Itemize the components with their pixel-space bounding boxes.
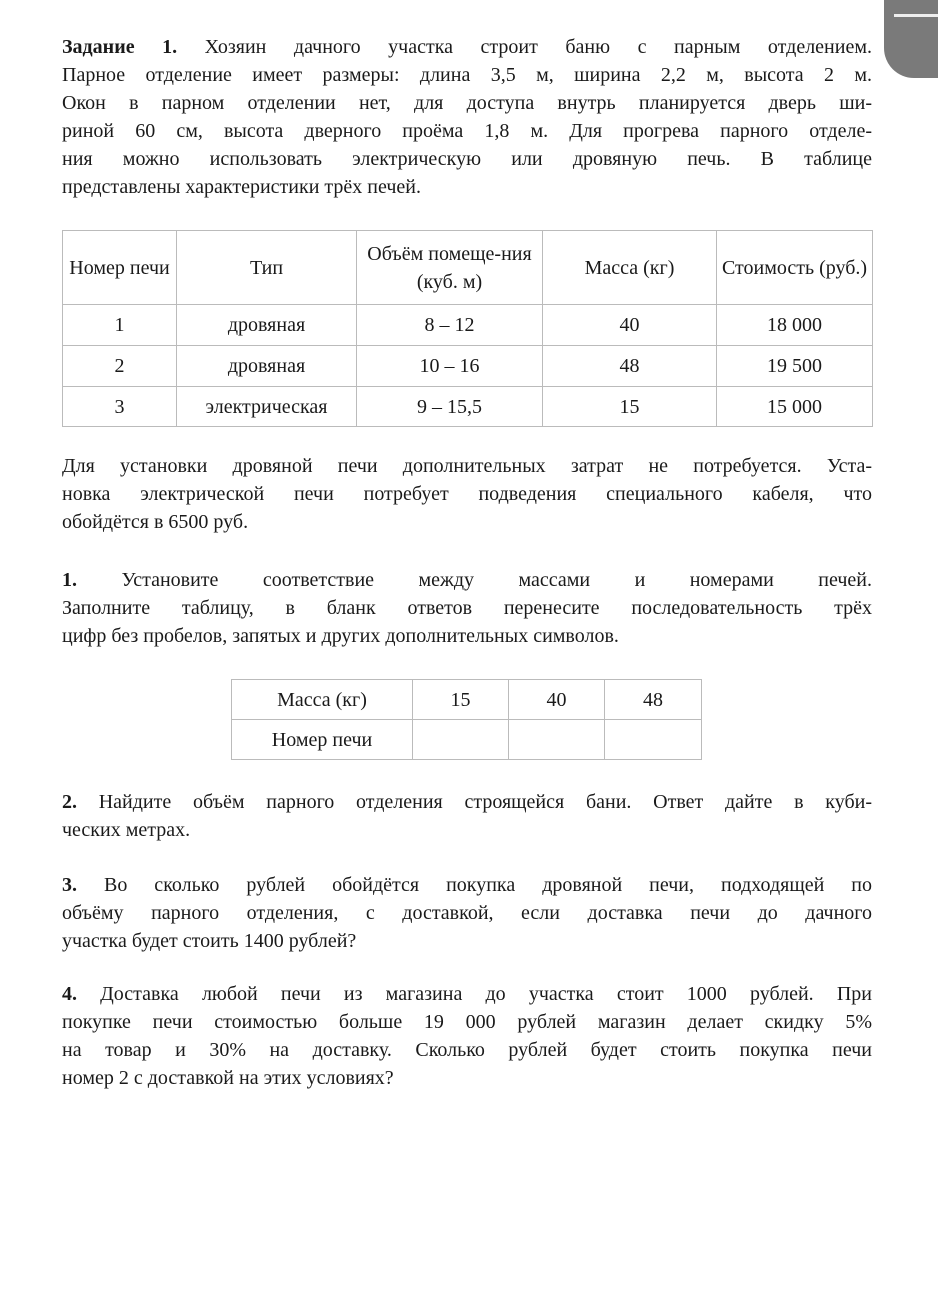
text-line	[62, 173, 872, 201]
answer-cell[interactable]	[605, 720, 702, 760]
line-text: Найдите объём парного отделения строящейся бани. Ответ дайте в куби-	[77, 791, 872, 813]
table-row	[232, 720, 702, 760]
answer-table	[231, 679, 702, 760]
bold-label: 4.	[62, 983, 77, 1005]
text-line	[62, 145, 872, 173]
text-line	[62, 871, 872, 899]
line-text: цифр без пробелов, запятых и других дополнительных символов.	[62, 625, 619, 647]
text-line	[62, 566, 872, 594]
text-line	[62, 980, 872, 1008]
table-row	[63, 387, 873, 427]
cell: 8 – 12	[357, 305, 543, 346]
line-text: представлены характеристики трёх печей.	[62, 176, 421, 198]
line-text: номер 2 с доставкой на этих условиях?	[62, 1067, 394, 1089]
answer-cell[interactable]	[413, 720, 509, 760]
cell: дровяная	[177, 346, 357, 387]
cell: 3	[63, 387, 177, 427]
header-cell: Объём помеще-ния (куб. м)	[357, 231, 543, 305]
stoves-table	[62, 230, 873, 427]
line-text: обойдётся в 6500 руб.	[62, 511, 249, 533]
cell: дровяная	[177, 305, 357, 346]
header-cell: Номер печи	[63, 231, 177, 305]
line-text: покупке печи стоимостью больше 19 000 рублей магазин делает скидку 5%	[62, 1011, 872, 1033]
paragraph-question-3	[62, 871, 872, 955]
paragraph-question-2	[62, 788, 872, 844]
cell: 18 000	[717, 305, 873, 346]
bold-label: 3.	[62, 874, 77, 896]
table-row	[232, 680, 702, 720]
line-text: ческих метрах.	[62, 819, 191, 841]
text-line	[62, 61, 872, 89]
line-text: ния можно использовать электрическую или дровяную печь. В таблице	[62, 148, 872, 170]
cell: 9 – 15,5	[357, 387, 543, 427]
bold-label: Задание 1.	[62, 36, 178, 58]
line-text: Доставка любой печи из магазина до участка стоит 1000 рублей. При	[77, 983, 872, 1005]
cell: Масса (кг)	[232, 680, 413, 720]
answer-cell[interactable]	[509, 720, 605, 760]
menu-icon	[894, 14, 938, 17]
bold-label: 1.	[62, 569, 77, 591]
line-text: Для установки дровяной печи дополнительных затрат не потребуется. Уста-	[62, 455, 872, 477]
text-line	[62, 927, 872, 955]
table-header-row	[63, 231, 873, 305]
cell: 40	[509, 680, 605, 720]
table-row	[63, 305, 873, 346]
header-cell: Тип	[177, 231, 357, 305]
line-text: Во сколько рублей обойдётся покупка дровяной печи, подходящей по	[77, 874, 872, 896]
text-line	[62, 117, 872, 145]
text-line	[62, 594, 872, 622]
text-line	[62, 899, 872, 927]
line-text: Хозяин дачного участка строит баню с парным отделением.	[177, 36, 872, 58]
line-text: объёму парного отделения, с доставкой, если доставка печи до дачного	[62, 902, 872, 924]
line-text: Заполните таблицу, в бланк ответов перенесите последовательность трёх	[62, 597, 872, 619]
header-cell: Стоимость (руб.)	[717, 231, 873, 305]
text-line	[62, 788, 872, 816]
text-line	[62, 1064, 872, 1092]
text-line	[62, 480, 872, 508]
text-line	[62, 33, 872, 61]
table-row	[63, 346, 873, 387]
paragraph-question-4	[62, 980, 872, 1092]
line-text: Установите соответствие между массами и номерами печей.	[77, 569, 872, 591]
menu-overlay-button[interactable]	[884, 0, 938, 78]
line-text: на товар и 30% на доставку. Сколько рублей будет стоить покупка печи	[62, 1039, 872, 1061]
text-line	[62, 622, 872, 650]
cell: 48	[543, 346, 717, 387]
line-text: Парное отделение имеет размеры: длина 3,5 м, ширина 2,2 м, высота 2 м.	[62, 64, 872, 86]
text-line	[62, 816, 872, 844]
cell: электрическая	[177, 387, 357, 427]
text-line	[62, 89, 872, 117]
paragraph-install-note	[62, 452, 872, 536]
text-line	[62, 1008, 872, 1036]
cell: 19 500	[717, 346, 873, 387]
paragraph-intro	[62, 33, 872, 201]
line-text: новка электрической печи потребует подведения специального кабеля, что	[62, 483, 872, 505]
cell: 15	[543, 387, 717, 427]
cell: 40	[543, 305, 717, 346]
cell: 1	[63, 305, 177, 346]
cell: 48	[605, 680, 702, 720]
line-text: Окон в парном отделении нет, для доступа внутрь планируется дверь ши-	[62, 92, 872, 114]
cell: Номер печи	[232, 720, 413, 760]
line-text: риной 60 см, высота дверного проёма 1,8 м. Для прогрева парного отделе-	[62, 120, 872, 142]
text-line	[62, 452, 872, 480]
cell: 2	[63, 346, 177, 387]
bold-label: 2.	[62, 791, 77, 813]
text-line	[62, 508, 872, 536]
paragraph-question-1	[62, 566, 872, 650]
cell: 15	[413, 680, 509, 720]
cell: 15 000	[717, 387, 873, 427]
cell: 10 – 16	[357, 346, 543, 387]
header-cell: Масса (кг)	[543, 231, 717, 305]
text-line	[62, 1036, 872, 1064]
line-text: участка будет стоить 1400 рублей?	[62, 930, 357, 952]
